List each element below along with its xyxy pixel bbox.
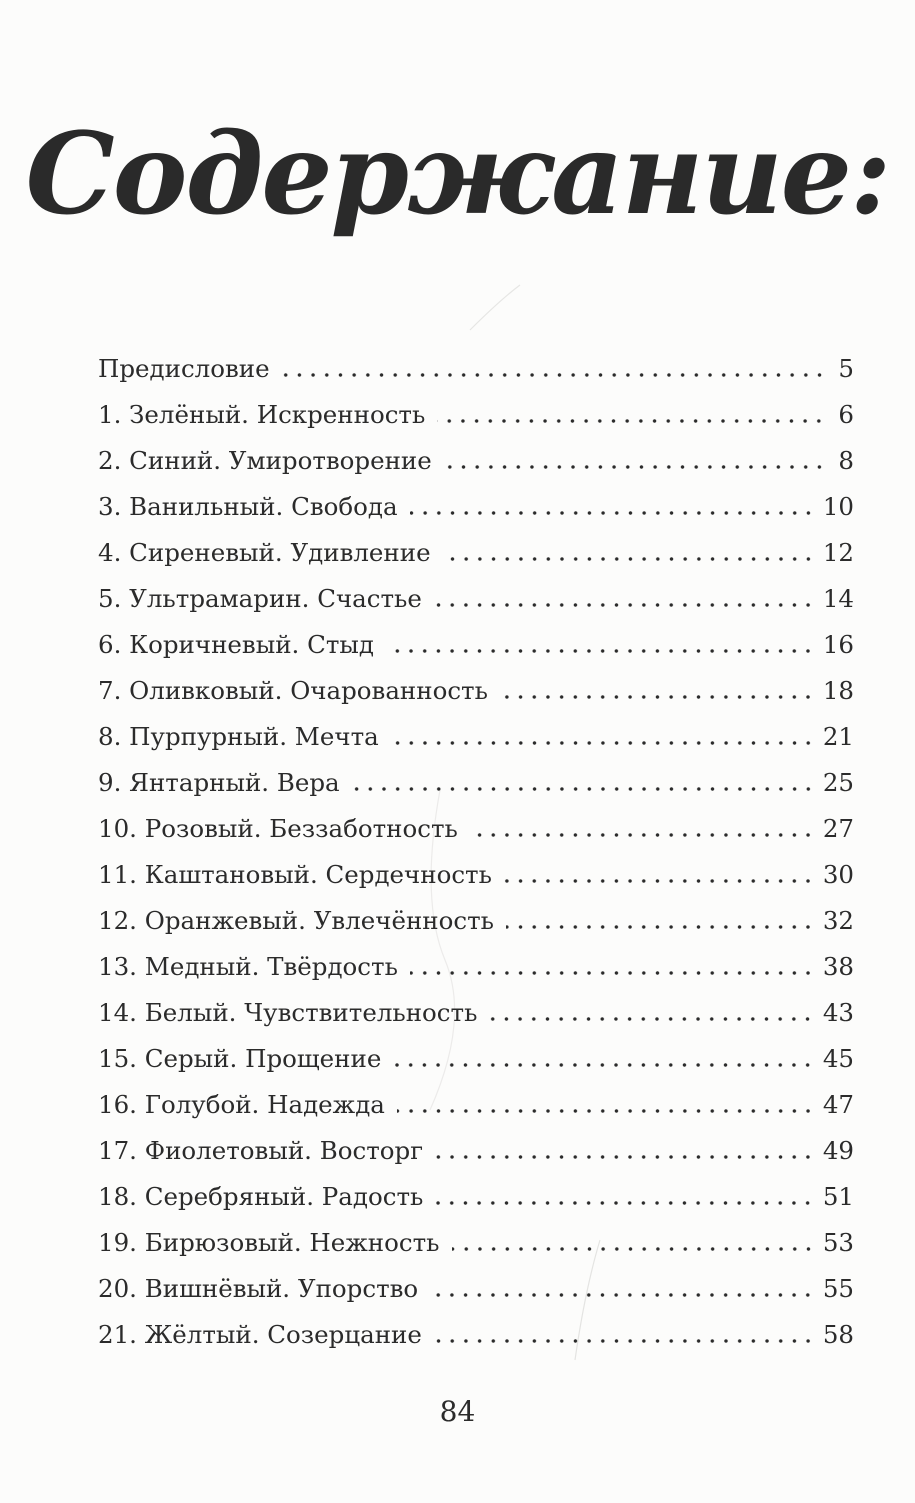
dot-leader <box>410 511 815 515</box>
toc-entry <box>98 668 854 714</box>
page-title: Содержание: <box>25 109 890 240</box>
dot-leader <box>504 879 815 883</box>
toc-entry-page: 5 <box>838 354 854 383</box>
toc-entry-page: 18 <box>822 676 854 705</box>
toc-entry <box>98 1128 854 1174</box>
table-of-contents <box>98 346 854 1358</box>
toc-entry <box>98 944 854 990</box>
toc-entry <box>98 576 854 622</box>
toc-entry-page: 6 <box>838 400 854 429</box>
dot-leader <box>506 925 815 929</box>
toc-entry-label: 20. Вишнёвый. Упорство <box>98 1274 419 1303</box>
dot-leader <box>435 1155 815 1159</box>
dot-leader <box>452 1247 815 1251</box>
toc-entry-label: 18. Серебряный. Радость <box>98 1182 424 1211</box>
toc-entry-page: 8 <box>838 446 854 475</box>
toc-entry-page: 10 <box>822 492 854 521</box>
toc-entry-page: 27 <box>822 814 854 843</box>
toc-entry-page: 12 <box>822 538 854 567</box>
dot-leader <box>489 1017 814 1021</box>
toc-entry-label: 8. Пурпурный. Мечта <box>98 722 379 751</box>
toc-entry-page: 14 <box>822 584 854 613</box>
toc-entry-page: 38 <box>822 952 854 981</box>
dot-leader <box>430 1293 815 1297</box>
dot-leader <box>386 649 815 653</box>
toc-entry-label: 4. Сиреневый. Удивление <box>98 538 431 567</box>
toc-entry-label: 5. Ультрамарин. Счастье <box>98 584 422 613</box>
toc-entry <box>98 1220 854 1266</box>
dot-leader <box>470 833 815 837</box>
toc-entry-page: 32 <box>822 906 854 935</box>
toc-entry <box>98 990 854 1036</box>
toc-entry <box>98 530 854 576</box>
toc-entry-page: 21 <box>822 722 854 751</box>
toc-entry-label: 17. Фиолетовый. Восторг <box>98 1136 424 1165</box>
toc-entry-label: 7. Оливковый. Очарованность <box>98 676 488 705</box>
toc-entry-label: 19. Бирюзовый. Нежность <box>98 1228 440 1257</box>
toc-entry <box>98 438 854 484</box>
toc-entry <box>98 392 854 438</box>
toc-entry <box>98 622 854 668</box>
dot-leader <box>397 1109 815 1113</box>
toc-entry-label: 9. Янтарный. Вера <box>98 768 340 797</box>
toc-entry-label: 11. Каштановый. Сердечность <box>98 860 492 889</box>
toc-entry-label: 21. Жёлтый. Созерцание <box>98 1320 422 1349</box>
page-number: 84 <box>439 1395 476 1428</box>
toc-entry <box>98 346 854 392</box>
dot-leader <box>437 419 826 423</box>
dot-leader <box>444 465 826 469</box>
toc-entry <box>98 714 854 760</box>
toc-entry-label: Предисловие <box>98 354 270 383</box>
toc-entry-label: 3. Ванильный. Свобода <box>98 492 398 521</box>
toc-entry-label: 13. Медный. Твёрдость <box>98 952 398 981</box>
toc-entry-label: 16. Голубой. Надежда <box>98 1090 385 1119</box>
toc-entry-label: 14. Белый. Чувствительность <box>98 998 478 1027</box>
toc-entry <box>98 898 854 944</box>
toc-entry <box>98 760 854 806</box>
dot-leader <box>352 787 815 791</box>
toc-entry-page: 30 <box>822 860 854 889</box>
dot-leader <box>435 1201 814 1205</box>
toc-entry <box>98 1174 854 1220</box>
toc-entry-page: 43 <box>822 998 854 1027</box>
toc-entry <box>98 1082 854 1128</box>
toc-entry-page: 16 <box>822 630 854 659</box>
toc-entry-label: 10. Розовый. Беззаботность <box>98 814 458 843</box>
toc-entry-page: 55 <box>822 1274 854 1303</box>
dot-leader <box>282 373 826 377</box>
toc-entry-page: 25 <box>822 768 854 797</box>
toc-entry-page: 49 <box>822 1136 854 1165</box>
dot-leader <box>434 1339 815 1343</box>
toc-entry-label: 12. Оранжевый. Увлечённость <box>98 906 494 935</box>
toc-entry-page: 58 <box>822 1320 854 1349</box>
dot-leader <box>434 603 815 607</box>
toc-entry-page: 45 <box>822 1044 854 1073</box>
toc-entry-label: 2. Синий. Умиротворение <box>98 446 432 475</box>
toc-entry <box>98 806 854 852</box>
toc-entry-label: 15. Серый. Прощение <box>98 1044 382 1073</box>
toc-entry <box>98 852 854 898</box>
dot-leader <box>391 741 815 745</box>
dot-leader <box>443 557 815 561</box>
toc-entry <box>98 1312 854 1358</box>
toc-entry <box>98 1036 854 1082</box>
toc-entry-page: 51 <box>822 1182 854 1211</box>
dot-leader <box>393 1063 814 1067</box>
dot-leader <box>410 971 815 975</box>
toc-entry <box>98 484 854 530</box>
toc-entry <box>98 1266 854 1312</box>
toc-entry-label: 1. Зелёный. Искренность <box>98 400 426 429</box>
toc-entry-label: 6. Коричневый. Стыд <box>98 630 374 659</box>
toc-entry-page: 47 <box>822 1090 854 1119</box>
toc-entry-page: 53 <box>822 1228 854 1257</box>
dot-leader <box>500 695 815 699</box>
